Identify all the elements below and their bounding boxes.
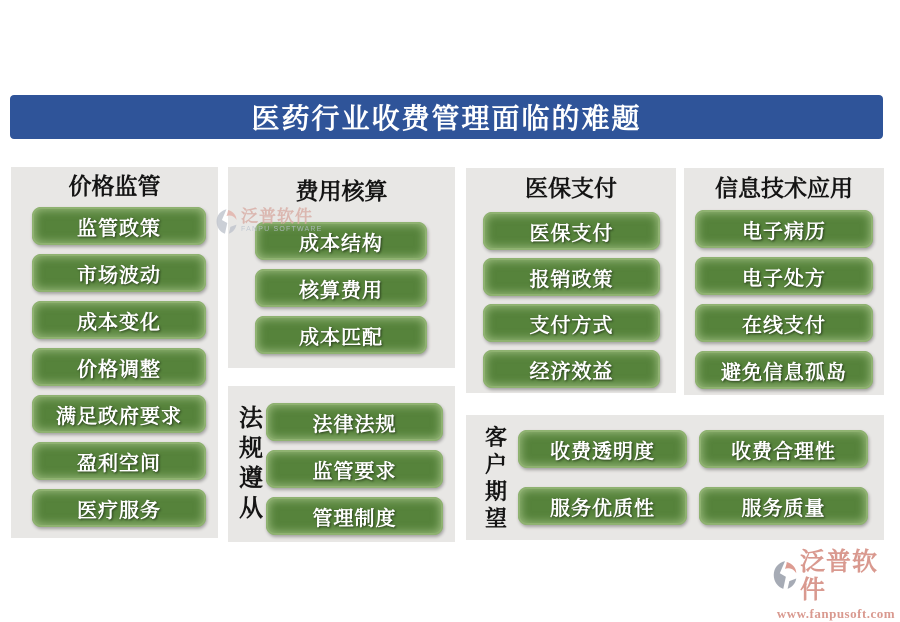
item-button: 医保支付 xyxy=(483,212,660,250)
panel-regulatory-compliance xyxy=(228,386,455,542)
panel-customer-expectations xyxy=(466,415,884,540)
panel-items xyxy=(518,430,868,540)
watermark-subtext: FANPU SOFTWARE xyxy=(241,226,323,233)
item-button: 收费透明度 xyxy=(518,430,687,468)
item-button: 管理制度 xyxy=(266,497,443,535)
panel-cost-accounting xyxy=(228,167,455,368)
panel-items xyxy=(266,403,443,542)
item-button: 避免信息孤岛 xyxy=(695,351,873,389)
footer-brand xyxy=(772,549,900,622)
item-button: 满足政府要求 xyxy=(32,395,206,433)
item-button: 核算费用 xyxy=(255,269,427,307)
item-button: 经济效益 xyxy=(483,350,660,388)
panel-vertical-label: 法规遵从 xyxy=(239,406,263,522)
panel-header: 费用核算 xyxy=(295,179,388,204)
item-button: 监管要求 xyxy=(266,450,443,488)
item-button: 市场波动 xyxy=(32,254,206,292)
fanpu-logo-icon xyxy=(772,560,798,595)
title-banner xyxy=(10,95,883,139)
item-button: 在线支付 xyxy=(695,304,873,342)
item-button: 服务质量 xyxy=(699,487,868,525)
footer-brand-url: www.fanpusoft.com xyxy=(776,606,896,621)
item-button: 价格调整 xyxy=(32,348,206,386)
page-title: 医药行业收费管理面临的难题 xyxy=(251,104,642,135)
item-button: 成本变化 xyxy=(32,301,206,339)
item-button: 支付方式 xyxy=(483,304,660,342)
panel-header: 价格监管 xyxy=(68,174,161,199)
item-button: 收费合理性 xyxy=(699,430,868,468)
watermark-brand: 泛普软件 xyxy=(241,207,313,226)
item-button: 成本结构 xyxy=(255,222,427,260)
footer-brand-row xyxy=(772,549,900,605)
item-button: 盈利空间 xyxy=(32,442,206,480)
panel-price-regulation xyxy=(11,167,218,538)
panel-header: 信息技术应用 xyxy=(715,176,853,201)
item-button: 法律法规 xyxy=(266,403,443,441)
panel-vertical-label: 客户期望 xyxy=(484,424,507,531)
item-button: 成本匹配 xyxy=(255,316,427,354)
item-button: 监管政策 xyxy=(32,207,206,245)
panel-it-application xyxy=(684,168,884,395)
panel-items xyxy=(684,210,884,389)
panel-header: 医保支付 xyxy=(525,176,617,201)
item-button: 服务优质性 xyxy=(518,487,687,525)
item-button: 报销政策 xyxy=(483,258,660,296)
panel-items xyxy=(228,222,455,354)
item-button: 医疗服务 xyxy=(32,489,206,527)
item-button: 电子处方 xyxy=(695,257,873,295)
footer-brand-name: 泛普软件 xyxy=(800,549,879,604)
item-button: 电子病历 xyxy=(695,210,873,248)
panel-items xyxy=(466,212,676,388)
panel-items xyxy=(11,207,218,527)
panel-insurance-payment xyxy=(466,168,676,393)
